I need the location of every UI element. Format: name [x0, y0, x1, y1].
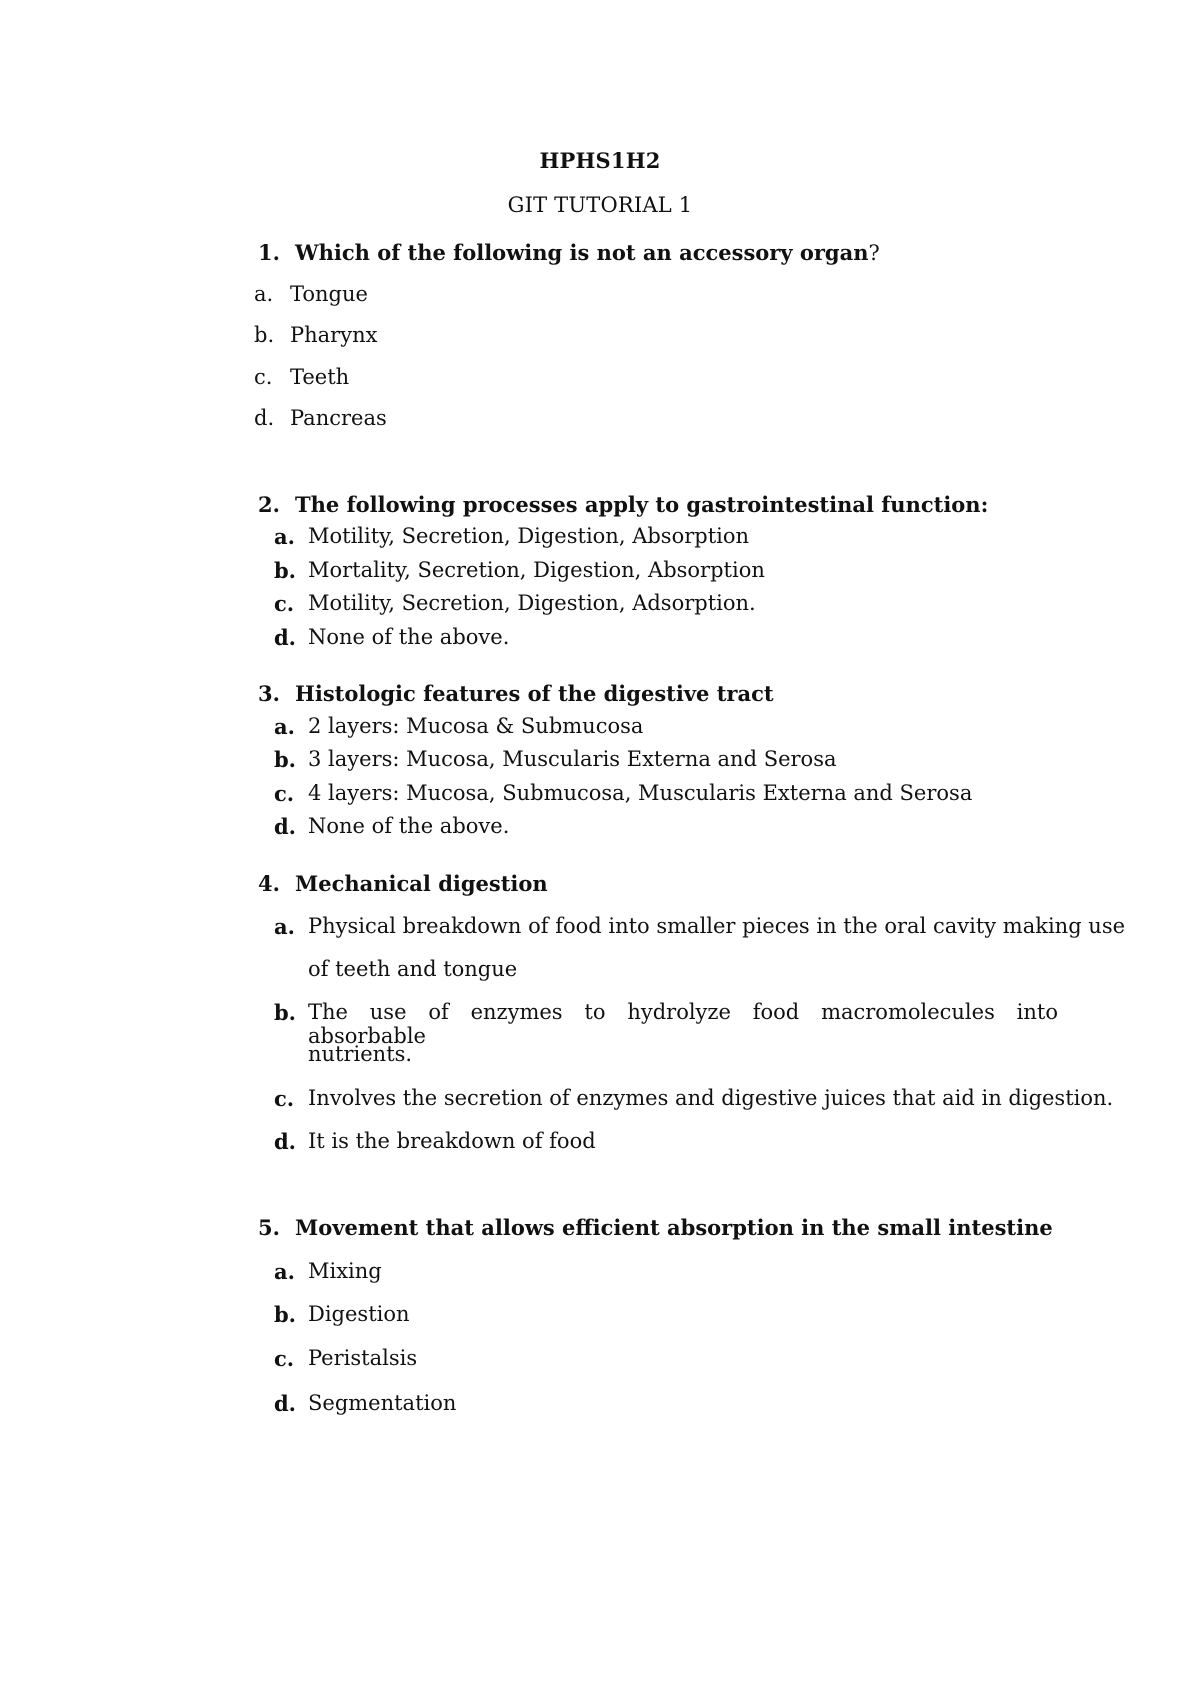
option-letter: a. — [274, 714, 295, 739]
option-letter: c. — [274, 1086, 295, 1111]
option-text: None of the above. — [308, 625, 510, 649]
option-text: Tongue — [290, 282, 368, 306]
option-text: Digestion — [308, 1302, 410, 1326]
option-text: Physical breakdown of food into smaller pieces in the oral cavity making use — [308, 914, 1126, 938]
question-number: 5. — [258, 1215, 280, 1240]
option-text-continued: of teeth and tongue — [308, 957, 518, 981]
option-text: 2 layers: Mucosa & Submucosa — [308, 714, 644, 738]
option-letter: b. — [254, 323, 275, 347]
option-text: Mixing — [308, 1259, 382, 1283]
option-text: 4 layers: Mucosa, Submucosa, Muscularis Externa and Serosa — [308, 781, 973, 805]
option-text: It is the breakdown of food — [308, 1129, 596, 1153]
option-letter: b. — [274, 747, 296, 772]
option-text: None of the above. — [308, 814, 510, 838]
option-letter: a. — [274, 914, 295, 939]
option-text: Pharynx — [290, 323, 378, 347]
option-letter: d. — [254, 406, 275, 430]
question-number: 3. — [258, 681, 280, 706]
option-text: Involves the secretion of enzymes and digestive juices that aid in digestion. — [308, 1086, 1114, 1110]
question-number: 4. — [258, 871, 280, 896]
course-code: HPHS1H2 — [539, 148, 661, 173]
question-prompt: Mechanical digestion — [295, 871, 548, 896]
option-letter: c. — [274, 591, 295, 616]
option-text: The use of enzymes to hydrolyze food macromolecules into absorbable — [308, 1000, 1058, 1048]
option-letter: d. — [274, 814, 296, 839]
option-text: Motility, Secretion, Digestion, Absorption — [308, 524, 750, 548]
question-prompt: Histologic features of the digestive tract — [295, 681, 774, 706]
option-text: Pancreas — [290, 406, 387, 430]
question-prompt: Which of the following is not an accessory organ? — [295, 240, 880, 265]
option-text: Motility, Secretion, Digestion, Adsorption. — [308, 591, 756, 615]
option-text: 3 layers: Mucosa, Muscularis Externa and Serosa — [308, 747, 837, 771]
option-text: Mortality, Secretion, Digestion, Absorption — [308, 558, 765, 582]
option-letter: a. — [254, 282, 274, 306]
document-title: GIT TUTORIAL 1 — [507, 193, 693, 217]
option-letter: b. — [274, 558, 296, 583]
option-text: Peristalsis — [308, 1346, 418, 1370]
question-number: 2. — [258, 492, 280, 517]
option-letter: d. — [274, 1129, 296, 1154]
option-letter: c. — [274, 1346, 295, 1371]
option-letter: b. — [274, 1302, 296, 1327]
option-text-continued: nutrients. — [308, 1042, 413, 1066]
option-letter: b. — [274, 1000, 296, 1025]
option-text: Segmentation — [308, 1391, 457, 1415]
option-letter: a. — [274, 524, 295, 549]
option-letter: c. — [274, 781, 295, 806]
option-letter: d. — [274, 625, 296, 650]
question-number: 1. — [258, 240, 280, 265]
option-letter: c. — [254, 365, 273, 389]
option-letter: a. — [274, 1259, 295, 1284]
option-letter: d. — [274, 1391, 296, 1416]
question-prompt: Movement that allows efficient absorption in the small intestine — [295, 1215, 1053, 1240]
question-prompt: The following processes apply to gastrointestinal function: — [295, 492, 989, 517]
option-text: Teeth — [290, 365, 350, 389]
